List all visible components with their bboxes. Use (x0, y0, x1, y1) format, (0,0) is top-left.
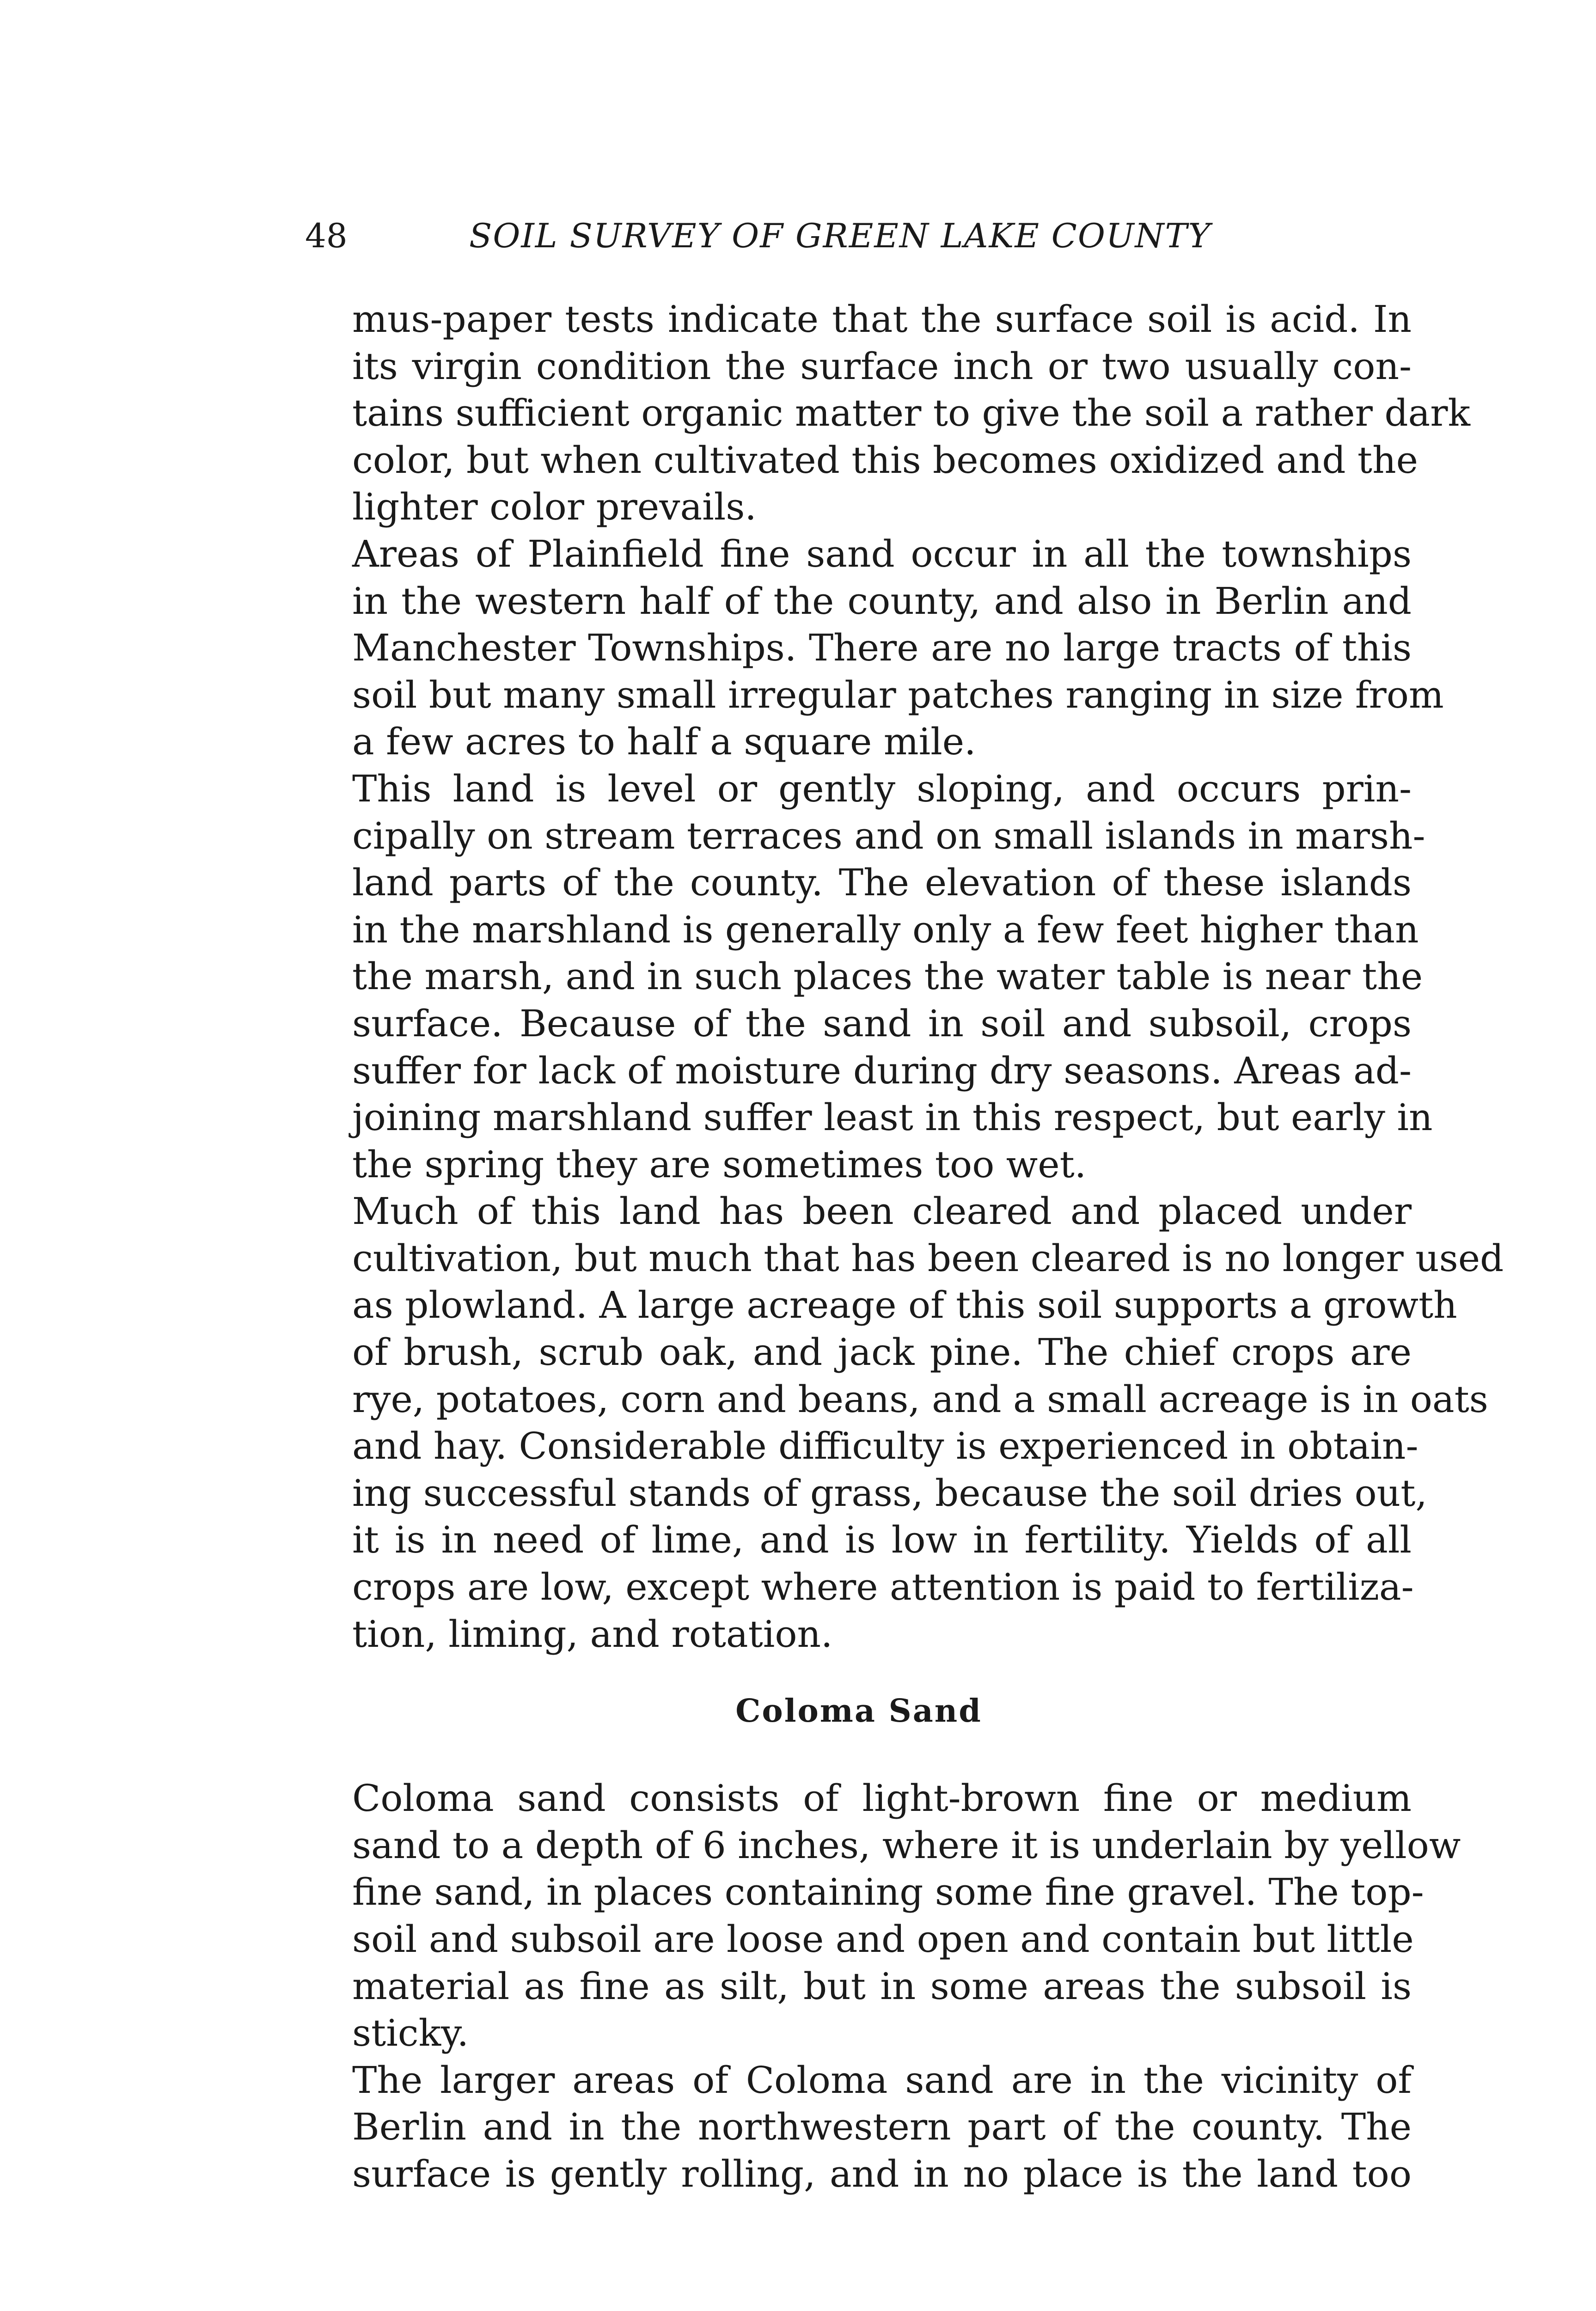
text-line: tion, liming, and rotation. (352, 1612, 833, 1656)
text-line: surface. Because of the sand in soil and subsoil, crops (352, 1002, 1412, 1045)
text-line: soil and subsoil are loose and open and contain but little (352, 1918, 1414, 1961)
text-line: Manchester Townships. There are no large tracts of this (352, 626, 1412, 670)
text-line: the spring they are sometimes too wet. (352, 1143, 1087, 1186)
text-line: and hay. Considerable difficulty is experienced in obtain- (352, 1425, 1419, 1468)
text-line: it is in need of lime, and is low in fertility. Yields of all (352, 1518, 1412, 1562)
text-line: crops are low, except where attention is paid to fertiliza- (352, 1565, 1414, 1609)
text-line: sticky. (352, 2011, 469, 2055)
text-line: rye, potatoes, corn and beans, and a small acreage is in oats (352, 1377, 1488, 1421)
text-line: land parts of the county. The elevation of these islands (352, 861, 1412, 905)
text-line: a few acres to half a square mile. (352, 720, 976, 764)
text-line: tains sufficient organic matter to give the soil a rather dark (352, 391, 1470, 435)
text-line: surface is gently rolling, and in no place is the land too (352, 2152, 1412, 2195)
text-line: cipally on stream terraces and on small islands in marsh- (352, 814, 1425, 857)
section-coloma-sand (306, 1775, 1461, 2197)
paragraph (306, 531, 1444, 765)
text-line: fine sand, in places containing some fine gravel. The top- (352, 1871, 1424, 1914)
text-line: color, but when cultivated this becomes oxidized and the (352, 438, 1418, 482)
section-heading-coloma-sand: Coloma Sand (735, 1693, 982, 1730)
text-line: The larger areas of Coloma sand are in the vicinity of (352, 2058, 1412, 2102)
text-line: the marsh, and in such places the water table is near the (352, 955, 1423, 998)
text-line: Much of this land has been cleared and placed under (352, 1190, 1412, 1233)
text-line: sand to a depth of 6 inches, where it is underlain by yellow (352, 1823, 1461, 1867)
text-line: as plowland. A large acreage of this soil supports a growth (352, 1284, 1457, 1327)
running-title: SOIL SURVEY OF GREEN LAKE COUNTY (469, 216, 1211, 255)
text-line: its virgin condition the surface inch or two usually con- (352, 344, 1412, 388)
body-text (306, 296, 1504, 2198)
text-line: ing successful stands of grass, because the soil dries out, (352, 1471, 1427, 1515)
text-line: mus-paper tests indicate that the surface soil is acid. In (352, 298, 1412, 341)
text-line: soil but many small irregular patches ranging in size from (352, 673, 1444, 716)
text-line: cultivation, but much that has been cleared is no longer used (352, 1236, 1504, 1280)
paragraph (306, 2057, 1412, 2198)
section-plainfield-fine-sand (306, 296, 1504, 1657)
text-line: in the western half of the county, and also in Berlin and (352, 579, 1412, 623)
text-line: in the marshland is generally only a few feet higher than (352, 908, 1419, 951)
text-line: This land is level or gently sloping, and occurs prin- (352, 767, 1412, 810)
text-line: of brush, scrub oak, and jack pine. The chief crops are (352, 1331, 1412, 1374)
text-line: Coloma sand consists of light-brown fine or medium (352, 1777, 1412, 1820)
page-number: 48 (305, 216, 348, 255)
paragraph (306, 765, 1433, 1188)
text-line: Areas of Plainfield fine sand occur in all the townships (352, 532, 1412, 575)
text-line: suffer for lack of moisture during dry seasons. Areas ad- (352, 1049, 1412, 1092)
text-line: material as fine as silt, but in some areas the subsoil is (352, 1964, 1412, 2008)
text-line: Berlin and in the northwestern part of the county. The (352, 2105, 1412, 2149)
paragraph (306, 296, 1470, 531)
running-head (305, 210, 1248, 261)
text-line: lighter color prevails. (352, 485, 757, 529)
paragraph (306, 1188, 1504, 1657)
text-line: joining marshland suffer least in this respect, but early in (352, 1096, 1433, 1139)
paragraph (306, 1775, 1461, 2057)
